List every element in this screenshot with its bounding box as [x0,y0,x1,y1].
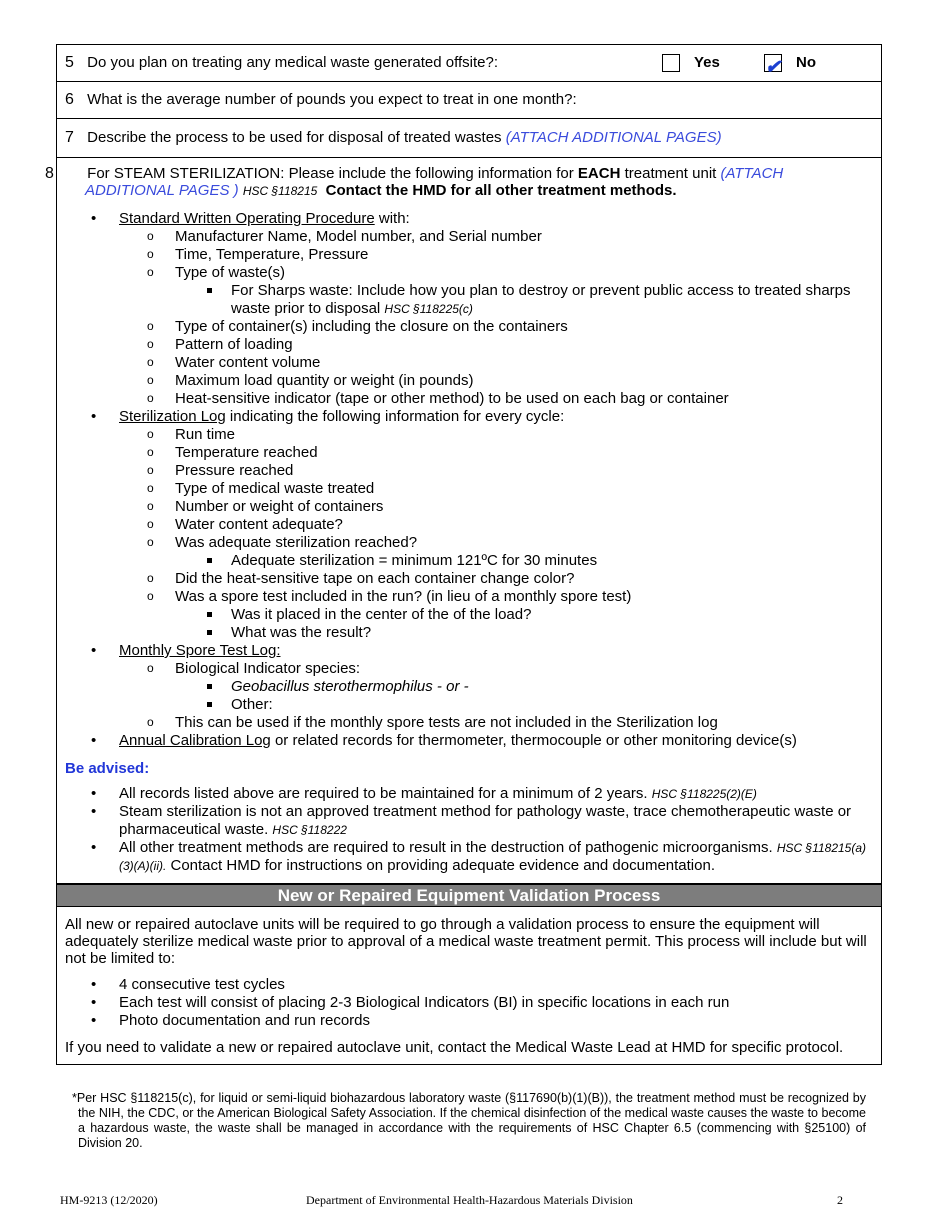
question-text: For STEAM STERILIZATION: Please include the following information for [87,165,574,182]
validation-list [65,976,873,1030]
question-8-heading [45,165,873,200]
hsc-citation: HSC §118225(2)(E) [651,787,757,801]
validation-section [57,907,881,1064]
log-list-cont [65,570,873,606]
contact-note: Contact the HMD for all other treatment methods. [325,182,677,199]
question-number: 6 [65,91,74,108]
advised-title: Be advised: [65,760,150,777]
question-number: 5 [65,54,74,71]
annual-title: Annual Calibration Log [119,732,271,749]
advised-list [65,785,873,875]
requirements-list [65,642,873,660]
question-text: What is the average number of pounds you expect to treat in one month?: [87,91,577,108]
list-item: o Was a spore test included in the run? (in lieu of a monthly spore test) [65,588,873,606]
list-item [65,642,873,660]
list-item: o Manufacturer Name, Model number, and Serial number [65,228,873,246]
log-title: Sterilization Log [119,408,226,425]
question-number: 8 [45,165,54,182]
footnote-text: *Per HSC §118215(c), for liquid or semi-liquid biohazardous laboratory waste (§117690(b)(1)(B)), the treatment method must be recognized by the NIH, the CDC, or the American Biological Safety Association. If the chemical disinfection of the medical waste causes the waste to become a hazardous waste, the waste shall be managed in accordance with the requirements of HSC Chapter 6.5 (commencing with §25100) of Division 20. [72,1091,866,1150]
sharps-list [65,282,873,318]
requirements-list [65,408,873,426]
log-list [65,426,873,552]
sop-tail: with: [378,210,410,227]
annual-tail: or related records for thermometer, thermocouple or other monitoring device(s) [274,732,797,749]
list-item [65,839,873,875]
monthly-title: Monthly Spore Test Log: [119,642,281,659]
advised-tail: Contact HMD for instructions on providing adequate evidence and documentation. [170,857,715,874]
advised-text: All other treatment methods are required to result in the destruction of pathogenic microorganisms. [119,839,773,856]
no-checkbox[interactable] [764,54,782,78]
footnote [72,1091,866,1151]
advised-text: All records listed above are required to be maintained for a minimum of 2 years. [119,785,648,802]
each-emphasis: EACH [577,165,621,182]
list-item [65,732,873,750]
monthly-list [65,660,873,678]
attach-note: (ATTACH ADDITIONAL PAGES ) [85,165,784,199]
question-text: Describe the process to be used for disposal of treated wastes [87,129,502,146]
sop-list-cont [65,318,873,408]
validation-closing: If you need to validate a new or repaired autoclave unit, contact the Medical Waste Lead at HMD for specific protocol. [65,1039,844,1056]
list-item: What was the result? [65,624,873,642]
list-item: o Type of medical waste treated [65,480,873,498]
question-8 [45,158,881,884]
yes-option[interactable] [662,45,720,81]
question-number: 7 [65,129,74,146]
no-option[interactable] [764,45,816,81]
list-item: o Temperature reached [65,444,873,462]
question-text-cont: treatment unit [624,165,717,182]
list-item: • 4 consecutive test cycles [65,976,873,994]
department-name: Department of Environmental Health-Hazardous Materials Division [306,1193,633,1207]
list-item [65,210,873,228]
list-item: Adequate sterilization = minimum 121ºC for 30 minutes [65,552,873,570]
adequate-list [65,552,873,570]
list-item: o Time, Temperature, Pressure [65,246,873,264]
list-item: o Maximum load quantity or weight (in pounds) [65,372,873,390]
checkmark-icon: ✔ [765,57,781,78]
yes-label: Yes [694,54,720,71]
form-frame [45,44,882,1065]
list-item: o Run time [65,426,873,444]
spore-sub-list [65,606,873,642]
requirements-list [65,210,873,228]
list-item: o Number or weight of containers [65,498,873,516]
question-text: Do you plan on treating any medical waste generated offsite?: [87,54,498,71]
sop-list [65,228,873,282]
list-item: o Pressure reached [65,462,873,480]
list-item: Other: [65,696,873,714]
hsc-citation: HSC §118222 [272,823,347,837]
sop-title: Standard Written Operating Procedure [119,210,375,227]
list-item: o Biological Indicator species: [65,660,873,678]
validation-banner: New or Repaired Equipment Validation Process [57,884,881,907]
list-item [65,803,873,839]
hsc-citation: HSC §118215 [242,184,318,198]
requirements-list [65,732,873,750]
list-item: • Each test will consist of placing 2-3 Biological Indicators (BI) in specific locations in each run [65,994,873,1012]
no-label: No [796,54,816,71]
list-item: o Type of waste(s) [65,264,873,282]
log-tail: indicating the following information for every cycle: [229,408,565,425]
list-item [65,678,873,696]
list-item: • Photo documentation and run records [65,1012,873,1030]
list-item: o Heat-sensitive indicator (tape or other method) to be used on each bag or container [65,390,873,408]
attach-note: (ATTACH ADDITIONAL PAGES) [505,129,722,146]
sharps-text: For Sharps waste: Include how you plan to destroy or prevent public access to treated sharps waste prior to disposal [231,282,851,317]
advised-text: Steam sterilization is not an approved treatment method for pathology waste, trace chemotherapeutic waste or pharmaceutical waste. [119,803,852,838]
list-item: o Water content adequate? [65,516,873,534]
species-text: Geobacillus sterothermophilus - or - [231,678,469,695]
hsc-citation: HSC §118215(a)(3)(A)(ii). [119,841,867,873]
list-item [65,408,873,426]
page-number: 2 [837,1193,843,1207]
question-7 [57,119,881,158]
list-item [65,282,873,318]
question-5 [57,45,881,82]
list-item: o Did the heat-sensitive tape on each container change color? [65,570,873,588]
bio-list [65,678,873,714]
list-item: o This can be used if the monthly spore tests are not included in the Sterilization log [65,714,873,732]
monthly-list-cont [65,714,873,732]
hsc-citation: HSC §118225(c) [384,302,473,316]
form-number: HM-9213 (12/2020) [60,1193,158,1207]
list-item: o Pattern of loading [65,336,873,354]
validation-intro: All new or repaired autoclave units will be required to go through a validation process to ensure the equipment will adequately sterilize medical waste prior to approval of a medical waste treatment permit. This process will include but will not be limited to: [65,916,867,967]
list-item [65,785,873,803]
question-6 [57,82,881,119]
yes-checkbox[interactable] [662,54,680,72]
list-item: o Type of container(s) including the closure on the containers [65,318,873,336]
list-item: o Was adequate sterilization reached? [65,534,873,552]
list-item: Was it placed in the center of the of the load? [65,606,873,624]
list-item: o Water content volume [65,354,873,372]
